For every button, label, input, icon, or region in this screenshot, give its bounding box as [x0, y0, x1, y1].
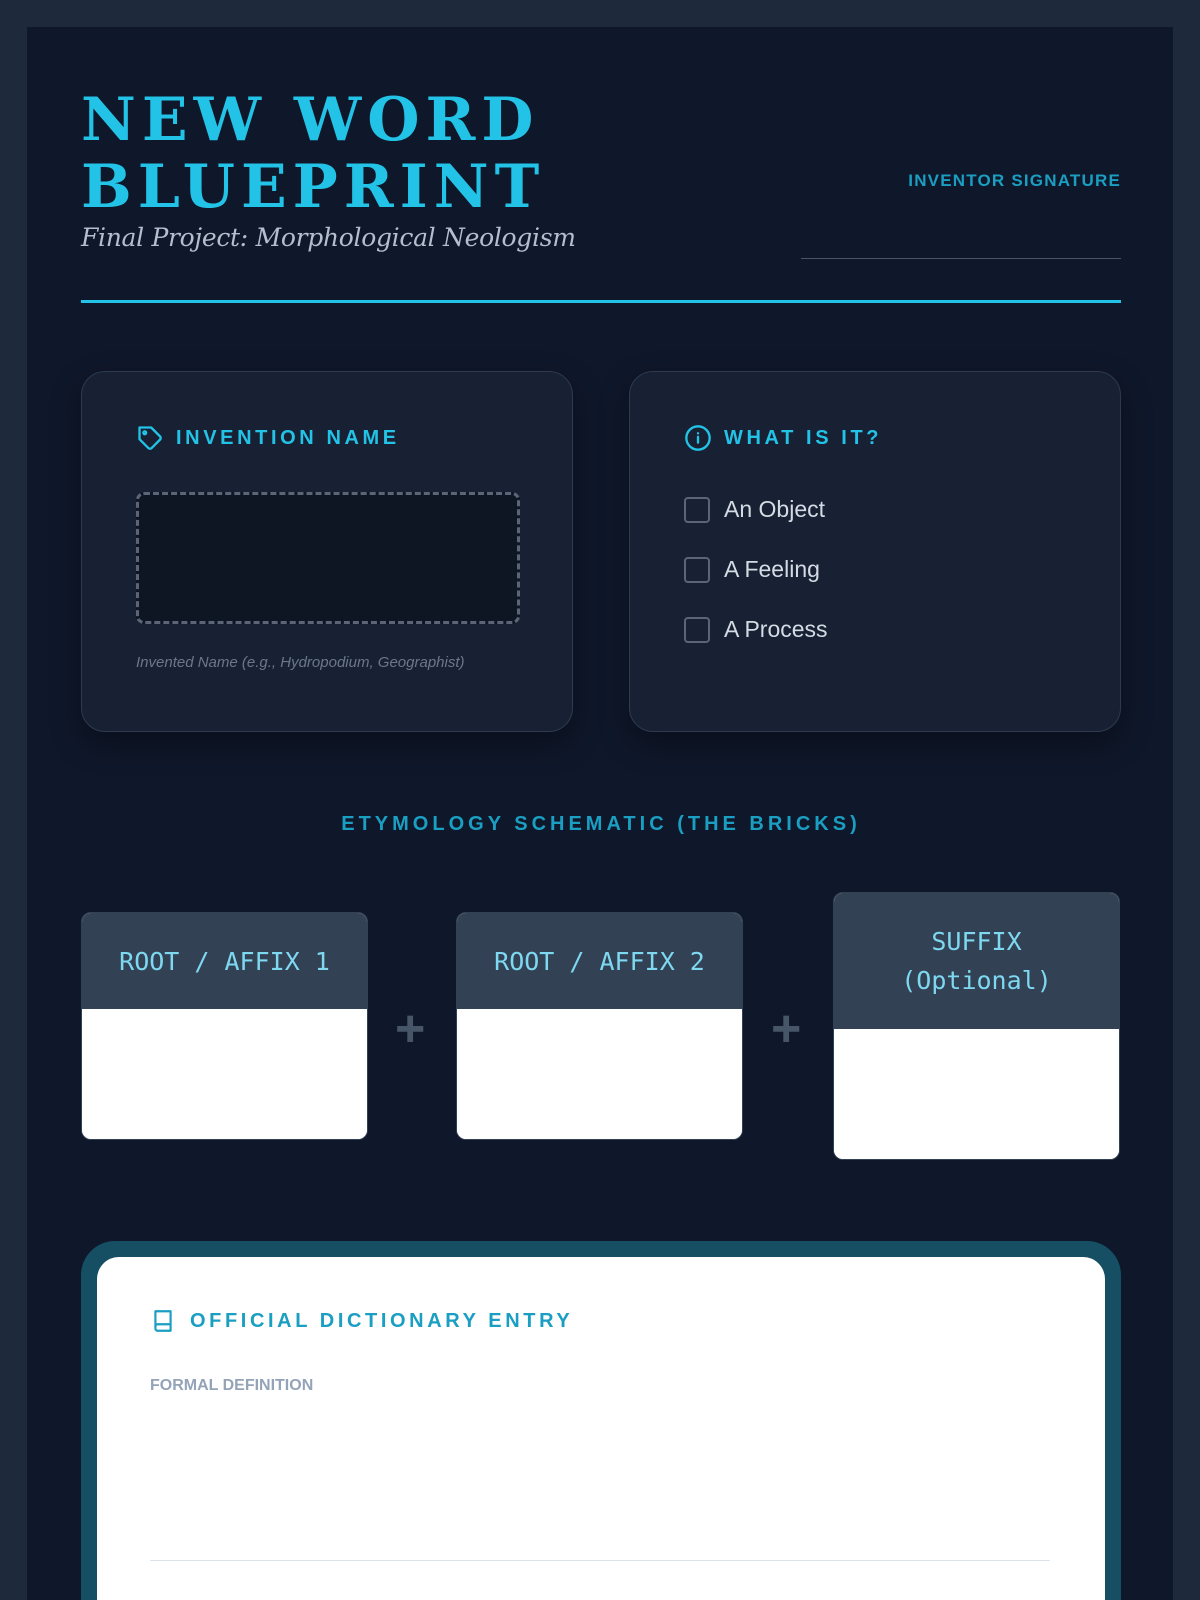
- title-line-1: NEW WORD: [81, 85, 540, 155]
- brick-root-1-input[interactable]: [82, 1009, 367, 1139]
- brick-root-2-label: ROOT / AFFIX 2: [457, 913, 742, 1009]
- dictionary-entry-heading: [150, 1307, 573, 1335]
- option-feeling-checkbox[interactable]: [684, 557, 710, 583]
- option-object-label: An Object: [724, 496, 825, 522]
- tag-icon: [136, 424, 164, 452]
- brick-suffix-label: SUFFIX (Optional): [834, 893, 1119, 1029]
- dictionary-entry-label: OFFICIAL DICTIONARY ENTRY: [190, 1309, 574, 1332]
- header-divider: [81, 300, 1121, 303]
- plus-operator-2: +: [771, 1000, 802, 1058]
- definition-line: [150, 1560, 1050, 1561]
- category-card: [629, 371, 1121, 732]
- plus-operator-1: +: [395, 1000, 426, 1058]
- info-icon: [684, 424, 712, 452]
- invention-name-card: [81, 371, 573, 732]
- dictionary-entry-card: [97, 1257, 1105, 1600]
- brick-root-2: [456, 912, 743, 1140]
- book-icon: [150, 1307, 176, 1335]
- brick-root-1: [81, 912, 368, 1140]
- worksheet: [27, 27, 1173, 1600]
- title-line-2: BLUEPRINT: [81, 152, 546, 222]
- brick-root-1-label: ROOT / AFFIX 1: [82, 913, 367, 1009]
- invention-name-label: INVENTION NAME: [176, 426, 400, 449]
- etymology-title: ETYMOLOGY SCHEMATIC (THE BRICKS): [341, 813, 861, 835]
- invention-name-heading: [136, 424, 400, 452]
- signature-line[interactable]: [801, 258, 1121, 259]
- brick-suffix-input[interactable]: [834, 1029, 1119, 1159]
- option-feeling[interactable]: [684, 556, 820, 583]
- option-feeling-label: A Feeling: [724, 556, 820, 582]
- invention-name-input[interactable]: [136, 492, 520, 624]
- option-object-checkbox[interactable]: [684, 497, 710, 523]
- dictionary-entry-frame: [81, 1241, 1121, 1600]
- option-process-label: A Process: [724, 616, 828, 642]
- page-title: [81, 87, 601, 221]
- brick-root-2-input[interactable]: [457, 1009, 742, 1139]
- category-heading: [684, 424, 882, 452]
- page-subtitle: Final Project: Morphological Neologism: [81, 223, 576, 252]
- option-process[interactable]: [684, 616, 828, 643]
- signature-label: INVENTOR SIGNATURE: [908, 171, 1121, 190]
- formal-definition-input[interactable]: [150, 1407, 1050, 1557]
- category-label: WHAT IS IT?: [724, 426, 883, 449]
- invention-name-hint: Invented Name (e.g., Hydropodium, Geographist): [136, 654, 465, 671]
- brick-suffix: [833, 892, 1120, 1160]
- option-process-checkbox[interactable]: [684, 617, 710, 643]
- formal-definition-label: FORMAL DEFINITION: [150, 1377, 314, 1394]
- option-object[interactable]: [684, 496, 825, 523]
